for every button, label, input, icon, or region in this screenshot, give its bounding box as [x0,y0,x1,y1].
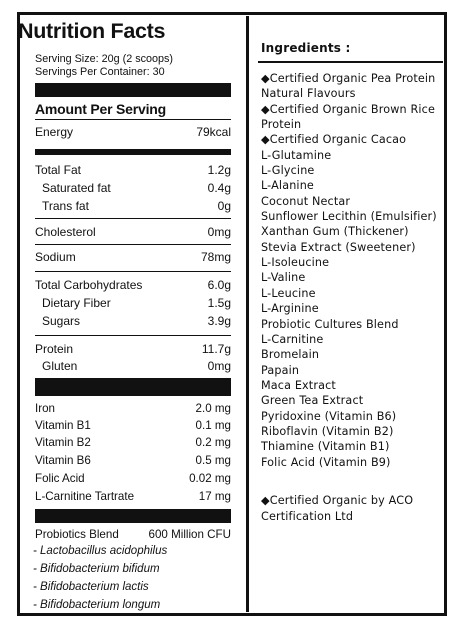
probiotic-strain: - Bifidobacterium bifidum [33,563,160,575]
nutrient-value: 600 Million CFU [148,527,231,541]
ingredient-item: L-Glutamine [261,148,332,162]
nutrition-facts-title: Nutrition Facts [18,19,166,43]
nutrient-name: Protein [35,342,74,356]
nutrient-value: 1.2g [207,163,231,177]
probiotics-blend-row [35,526,231,542]
total-carbohydrates-row [35,277,231,293]
ingredient-item: L-Alanine [261,179,314,193]
nutrient-name: Energy [35,125,74,139]
gluten-row [35,358,231,374]
vitamin-b2-row [35,434,231,450]
total-fat-row [35,162,231,178]
iron-row [35,400,231,416]
nutrient-value: 0mg [207,225,231,239]
nutrient-value: 3.9g [207,314,231,328]
section-bar [35,509,231,523]
protein-row [35,341,231,357]
ingredient-item: Folic Acid (Vitamin B9) [261,455,391,469]
cholesterol-row [35,224,231,240]
nutrient-value: 1.5g [207,296,231,310]
ingredient-item: Thiamine (Vitamin B1) [261,440,390,454]
nutrient-value: 6.0g [207,278,231,292]
ingredients-title: Ingredients : [261,41,351,55]
ingredient-item: Coconut Nectar [261,194,351,208]
dietary-fiber-row [35,295,231,311]
nutrient-value: 0.4g [207,181,231,195]
nutrient-name: Saturated fat [42,181,111,195]
nutrient-name: Vitamin B2 [35,435,91,449]
row-divider [35,271,231,272]
nutrient-value: 0mg [207,359,231,373]
row-divider [35,244,231,245]
nutrient-value: 0.2 mg [195,435,231,449]
vitamin-b6-row [35,452,231,468]
folic-acid-row [35,470,231,486]
nutrient-value: 0g [217,199,231,213]
row-divider [35,218,231,219]
nutrient-name: Probiotics Blend [35,527,119,541]
ingredient-item: L-Valine [261,271,306,285]
nutrient-value: 0.1 mg [195,418,231,432]
nutrient-name: Dietary Fiber [42,296,111,310]
ingredient-item: ◆Certified Organic Cacao [261,133,407,147]
probiotic-strain: - Lactobacillus acidophilus [33,545,168,557]
ingredients-list [261,71,446,470]
nutrient-value: 0.02 mg [189,471,231,485]
nutrient-value: 11.7g [201,342,231,356]
row-divider [35,119,231,120]
probiotic-strain: - Bifidobacterium longum [33,599,161,611]
ingredient-item: ◆Certified Organic Brown Rice [261,102,435,116]
ingredient-item: Green Tea Extract [261,394,364,408]
nutrient-name: Sodium [35,250,76,264]
ingredient-item: Riboflavin (Vitamin B2) [261,424,394,438]
saturated-fat-row [35,180,231,196]
trans-fat-row [35,198,231,214]
section-bar [35,83,231,97]
nutrient-name: Vitamin B6 [35,453,91,467]
ingredient-item: Bromelain [261,348,320,362]
ingredients-rule [258,61,443,63]
l-carnitine-tartrate-row [35,488,231,504]
ingredient-item: Maca Extract [261,378,336,392]
nutrient-value: 2.0 mg [195,401,231,415]
nutrient-name: Sugars [42,314,81,328]
servings-per-container: Servings Per Container: 30 [35,66,165,78]
nutrient-name: Gluten [42,359,78,373]
sodium-row [35,249,231,265]
nutrient-name: Folic Acid [35,471,85,485]
section-bar [35,378,231,396]
ingredient-item: L-Glycine [261,164,315,178]
certification-note-line: Certification Ltd [261,509,354,523]
nutrient-name: Total Carbohydrates [35,278,143,292]
energy-row [35,124,231,140]
ingredient-item: L-Arginine [261,302,319,316]
nutrient-name: Total Fat [35,163,82,177]
nutrient-value: 17 mg [198,489,231,503]
ingredient-item: L-Carnitine [261,332,324,346]
ingredient-item: Protein [261,118,302,132]
vitamin-b1-row [35,417,231,433]
nutrient-value: 0.5 mg [195,453,231,467]
certification-note-line: ◆Certified Organic by ACO [261,494,414,507]
ingredient-item: L-Leucine [261,286,316,300]
ingredient-item: Natural Flavours [261,87,356,101]
nutrient-name: Vitamin B1 [35,418,91,432]
ingredient-item: Sunflower Lecithin (Emulsifier) [261,210,437,224]
sugars-row [35,313,231,329]
probiotic-strain: - Bifidobacterium lactis [33,581,149,593]
nutrient-value: 78mg [200,250,231,264]
ingredient-item: Probiotic Cultures Blend [261,317,399,331]
ingredient-item: Xanthan Gum (Thickener) [261,225,409,239]
ingredient-item: ◆Certified Organic Pea Protein [261,72,436,85]
nutrient-name: Trans fat [42,199,89,213]
amount-per-serving-heading: Amount Per Serving [35,101,166,117]
nutrient-name: L-Carnitine Tartrate [35,489,135,503]
column-divider [246,16,249,612]
nutrient-name: Iron [35,401,55,415]
serving-size: Serving Size: 20g (2 scoops) [35,53,174,65]
ingredient-item: Papain [261,363,300,377]
ingredient-item: L-Isoleucine [261,256,330,270]
section-bar [35,149,231,155]
row-divider [35,335,231,336]
ingredient-item: Stevia Extract (Sweetener) [261,240,416,254]
certification-note [261,493,446,524]
ingredient-item: Pyridoxine (Vitamin B6) [261,409,397,423]
nutrient-value: 79kcal [196,125,231,139]
nutrient-name: Cholesterol [35,225,96,239]
